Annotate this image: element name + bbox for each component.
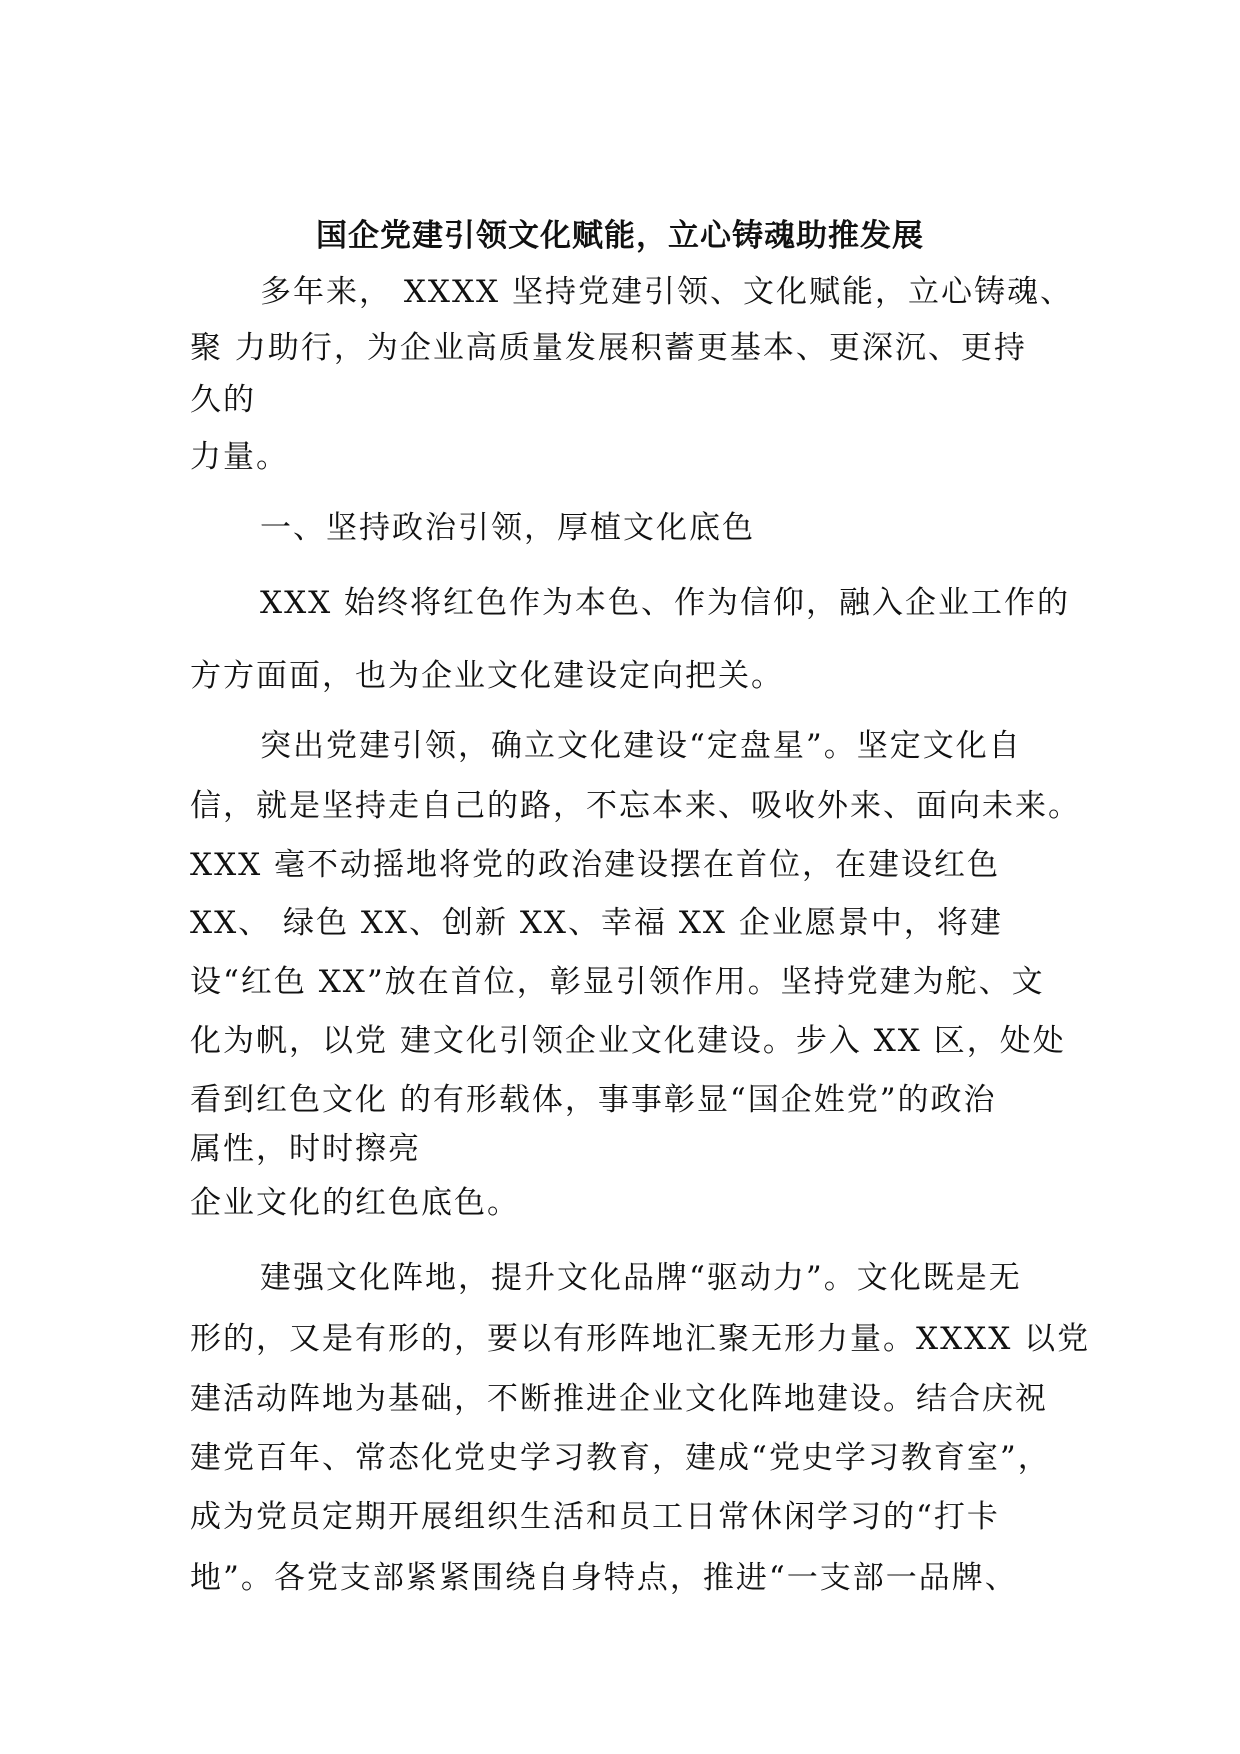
body-line-3: 久的 (190, 382, 256, 418)
document-title: 国企党建引领文化赋能，立心铸魂助推发展 (316, 218, 924, 254)
body-line-17: 建强文化阵地，提升文化品牌“驱动力”。文化既是无 (260, 1260, 1022, 1296)
section-heading-1: 一、坚持政治引领，厚植文化底色 (260, 510, 755, 546)
body-line-14: 看到红色文化 的有形载体，事事彰显“国企姓党”的政治 (190, 1082, 997, 1118)
body-line-7: 方方面面，也为企业文化建设定向把关。 (190, 658, 784, 694)
body-line-11: XX、 绿色 XX、创新 XX、幸福 XX 企业愿景中，将建 (190, 905, 1003, 941)
body-line-18: 形的，又是有形的，要以有形阵地汇聚无形力量。XXXX 以党 (190, 1321, 1091, 1357)
body-line-13: 化为帆，以党 建文化引领企业文化建设。步入 XX 区，处处 (190, 1023, 1066, 1059)
body-line-2: 聚 力助行，为企业高质量发展积蓄更基本、更深沉、更持 (190, 330, 1027, 366)
body-line-15: 属性，时时擦亮 (190, 1131, 421, 1167)
body-line-6: XXX 始终将红色作为本色、作为信仰，融入企业工作的 (260, 585, 1071, 621)
body-line-9: 信，就是坚持走自己的路，不忘本来、吸收外来、面向未来。 (190, 788, 1081, 824)
body-line-1: 多年来， XXXX 坚持党建引领、文化赋能，立心铸魂、 (260, 274, 1073, 310)
body-line-22: 地”。各党支部紧紧围绕自身特点，推进“一支部一品牌、 (190, 1560, 1018, 1596)
body-line-21: 成为党员定期开展组织生活和员工日常休闲学习的“打卡 (190, 1499, 1000, 1535)
body-line-8: 突出党建引领，确立文化建设“定盘星”。坚定文化自 (260, 728, 1022, 764)
body-line-19: 建活动阵地为基础，不断推进企业文化阵地建设。结合庆祝 (190, 1381, 1048, 1417)
body-line-12: 设“红色 XX”放在首位，彰显引领作用。坚持党建为舵、文 (190, 964, 1045, 1000)
body-line-20: 建党百年、常态化党史学习教育，建成“党史学习教育室”， (190, 1440, 1051, 1476)
body-line-16: 企业文化的红色底色。 (190, 1185, 520, 1221)
body-line-4: 力量。 (190, 439, 289, 475)
body-line-10: XXX 毫不动摇地将党的政治建设摆在首位，在建设红色 (190, 847, 1001, 883)
